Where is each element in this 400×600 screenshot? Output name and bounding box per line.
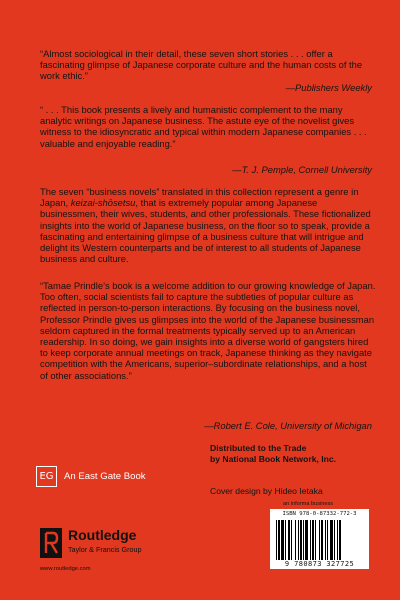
barcode-bar — [303, 520, 304, 560]
distribution-note — [210, 443, 380, 464]
barcode-bar — [334, 520, 335, 560]
review-attribution-pemple: —T. J. Pemple, Cornell University — [232, 164, 372, 175]
barcode-bar — [291, 520, 292, 560]
routledge-logo-icon — [40, 528, 62, 558]
barcode-bar — [285, 520, 286, 560]
barcode-bar — [305, 520, 308, 560]
review-quote-pemple: “ . . . This book presents a lively and humanistic complement to the many analytic writings on Japanese business. The astute eye of the novelist gives witness to the idiosyncratic and typical within modern Japanese companies . . . valuable and enjoyable reading.” — [40, 104, 367, 149]
publisher-name: Routledge — [68, 527, 137, 543]
barcode-bar — [319, 520, 320, 560]
barcode-bar — [327, 520, 328, 560]
review-attribution-cole: —Robert E. Cole, University of Michigan — [204, 420, 372, 431]
publisher-group: Taylor & Francis Group — [68, 545, 142, 554]
book-description — [40, 186, 376, 264]
review-attribution-publishers-weekly: —Publishers Weekly — [285, 82, 372, 93]
barcode-bar — [330, 520, 333, 560]
barcode-bar — [288, 520, 290, 560]
genre-term: keizai-shōsetsu — [70, 197, 136, 209]
barcode-bar — [312, 520, 314, 560]
barcode-bar — [300, 520, 302, 560]
isbn-barcode — [270, 509, 369, 569]
publisher-imprint: an informa business — [283, 501, 334, 507]
distribution-line-1: Distributed to the Trade — [210, 443, 307, 453]
barcode-bars — [276, 520, 363, 560]
isbn-number: ISBN 978-0-87332-772-3 — [282, 511, 357, 517]
barcode-bar — [298, 520, 299, 560]
barcode-bar — [321, 520, 323, 560]
east-gate-label: An East Gate Book — [64, 471, 146, 482]
book-description-text-b: , that is extremely popular among Japanese businessmen, their wives, students, and other professionals. These fictionalized insights into the world of Japanese business, on the floor so to speak, provide a fascinating and entertaining glimpse of a business culture that will intrigue and delight its Western counterparts and be of interest to all students of Japanese business and culture. — [40, 197, 371, 265]
cover-design-credit: Cover design by Hideo Ietaka — [210, 486, 323, 496]
review-quote-cole: “Tamae Prindle’s book is a welcome addition to our growing knowledge of Japan. Too often, social scientists fail to capture the subtleties of popular culture as reflected in person-to-person interactions. By focusing on the business novel, Professor Prindle gives us glimpses into the world of the Japanese businessman seldom captured in the formal treatments typically served up to an American readership. In so doing, we gain insights into a diverse world of gangsters hired to keep corporate annual meetings on track, Japanese thinking as they navigate competition with the Americans, superior–subordinate relationships, and a host of other associations.” — [40, 280, 376, 381]
barcode-bar — [325, 520, 326, 560]
review-quote-publishers-weekly: “Almost sociological in their detail, these seven short stories . . . offer a fascinating glimpse of Japanese corporate culture and the human costs of the work ethic.” — [40, 48, 363, 82]
barcode-bar — [281, 520, 284, 560]
barcode-bar — [276, 520, 277, 560]
barcode-digits: 9 780873 327725 — [284, 560, 355, 568]
barcode-bar — [310, 520, 311, 560]
barcode-bar — [337, 520, 338, 560]
barcode-bar — [339, 520, 341, 560]
barcode-bar — [315, 520, 316, 560]
east-gate-logo-icon: EG — [36, 466, 57, 487]
publisher-url: www.routledge.com — [40, 566, 91, 572]
book-description-text-a: The seven “business novels” translated in this collection represent a genre in Japan, — [40, 186, 359, 209]
barcode-bar — [278, 520, 280, 560]
distribution-line-2: by National Book Network, Inc. — [210, 453, 337, 464]
barcode-bar — [295, 520, 296, 560]
